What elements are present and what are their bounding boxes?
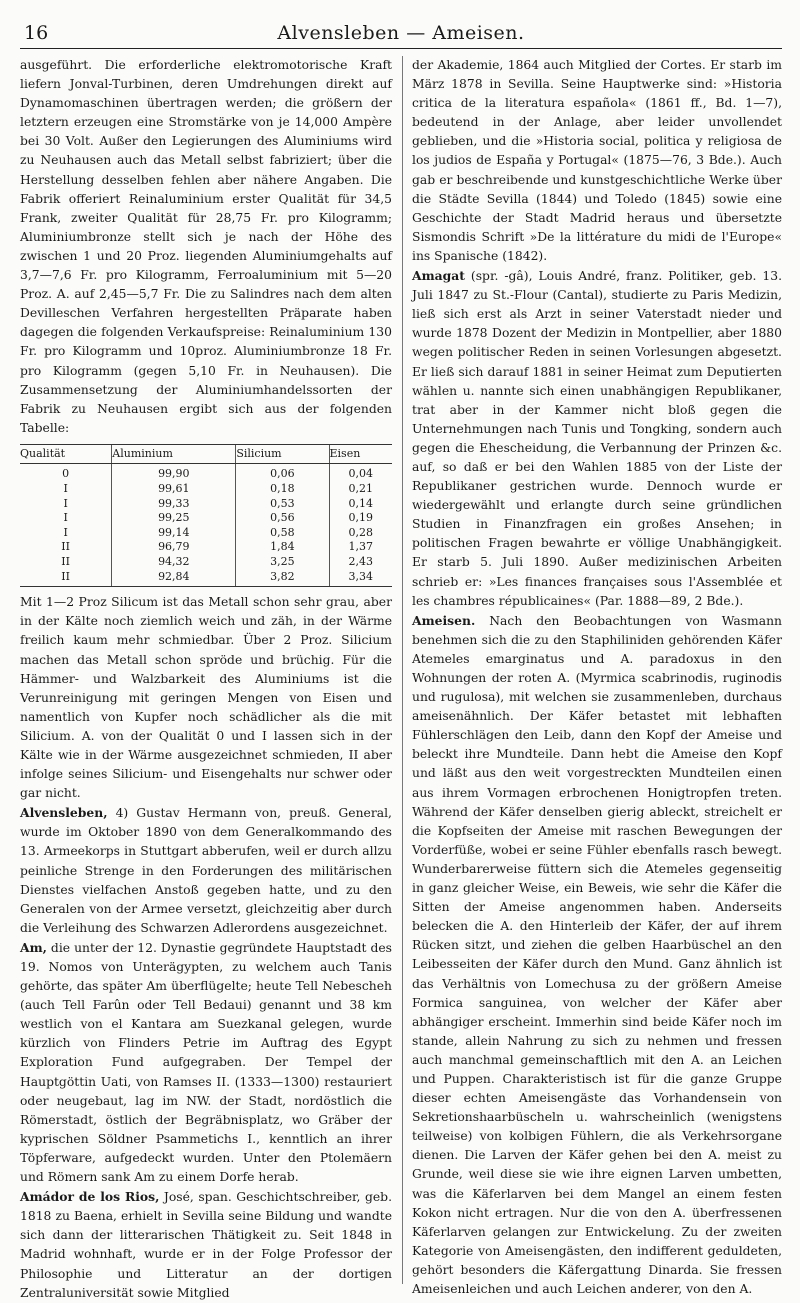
page-header <box>20 18 782 49</box>
table-row <box>20 464 392 482</box>
table-cell: I <box>63 496 68 510</box>
table-cell: 1,84 <box>236 540 329 555</box>
table-cell: 0,53 <box>236 497 329 512</box>
table-cell: 0,56 <box>236 511 329 526</box>
entry-headword: Amagat <box>412 268 465 284</box>
entry-alvensleben <box>20 803 392 938</box>
table-row <box>20 526 392 541</box>
silicium-paragraph: Mit 1—2 Proz Silicum ist das Metall schon sehr grau, aber in der Kälte noch ziemlich weich und zäh, in der Wärme freilich kaum mehr schmiedbar. Über 2 Proz. Silicium machen das Metall schon spröde und brüchig. Für die Hämmer- und Walzbarkeit des Aluminiums ist die Verunreinigung mit geringen Mengen von Eisen und namentlich von Kupfer noch schädlicher als die mit Silicium. A. von der Qualität 0 und I lassen sich in der Kälte wie in der Wärme ausgezeichnet schmieden, II aber infolge seines Silicium- und Eisengehalts nur schwer oder gar nicht. <box>20 595 392 801</box>
table-row <box>20 555 392 570</box>
table-row <box>20 570 392 587</box>
table-cell: 92,84 <box>112 570 236 587</box>
table-cell: 1,37 <box>329 540 392 555</box>
table-cell: 2,43 <box>329 555 392 570</box>
left-column <box>20 56 392 1303</box>
table-cell: I <box>63 525 68 539</box>
entry-headword: Amádor de los Rios, <box>20 1189 160 1205</box>
table-cell: 0,19 <box>329 511 392 526</box>
table-cell: 99,25 <box>112 511 236 526</box>
table-row <box>20 482 392 497</box>
table-cell: 3,82 <box>236 570 329 587</box>
table-cell: 0,58 <box>236 526 329 541</box>
table-cell: 0,21 <box>329 482 392 497</box>
page-number: 16 <box>24 22 49 44</box>
table-row <box>20 497 392 512</box>
table-cell: 99,61 <box>112 482 236 497</box>
table-cell: 99,14 <box>112 526 236 541</box>
table-cell: 0 <box>62 467 70 481</box>
table-cell: 99,90 <box>112 464 236 482</box>
entry-amagat <box>412 266 782 611</box>
table-cell: I <box>63 482 68 496</box>
entry-headword: Alvensleben, <box>20 805 108 821</box>
entry-ameisen <box>412 611 782 1299</box>
table-cell: II <box>20 570 112 587</box>
table-header-silicium: Silicium <box>236 444 329 464</box>
table-header-aluminium: Aluminium <box>112 444 236 464</box>
table-header-quality: Qualität <box>20 444 112 464</box>
entry-text: (spr. -gâ), Louis André, franz. Politiker, geb. 13. Juli 1847 zu St.-Flour (Cantal), studierte zu Paris Medizin, ließ sich erst als Arzt in seiner Vaterstadt nieder und wurde 1878 Dozent der Medizin in Montpellier, aber 1880 wegen politischer Reden in seinen Vorlesungen abgesetzt. Er ließ sich darauf 1881 in seiner Heimat zum Deputierten wählen u. nannte sich einen unabhängigen Republikaner, trat aber in der Kammer nicht bloß gegen die Unternehmungen nach Tunis und Tongking, sondern auch gegen die Ehescheidung, die Verbannung der Prinzen &c. auf, so daß er bei den Wahlen 1885 von der Liste der Republikaner gestrichen wurde. Dennoch wurde er wiedergewählt und erlangte durch seine gründlichen Studien in Finanzfragen ein großes Ansehen; in politischen Fragen bewahrte er völlige Unabhängigkeit. Er starb 5. Juli 1890. Außer medizinischen Arbeiten schrieb er: »Les finances françaises sous l'Assemblée et les chambres républicaines« (Par. 1888—89, 2 Bde.). <box>412 269 782 608</box>
table-cell: 0,04 <box>329 464 392 482</box>
table-row <box>20 511 392 526</box>
entry-text: 4) Gustav Hermann von, preuß. General, wurde im Oktober 1890 von dem Generalkommando des 13. Armeekorps in Stuttgart abberufen, weil er durch allzu peinliche Strenge in den Forderungen des militärischen Dienstes vielfachen Anstoß gegeben hatte, und zu den Generalen von der Armee versetzt, gleichzeitig aber durch die Verleihung des Schwarzen Adlerordens ausgezeichnet. <box>20 806 392 935</box>
table-header-iron: Eisen <box>329 444 392 464</box>
table-cell: II <box>61 555 70 569</box>
entry-amador-de-los-rios <box>20 1187 392 1303</box>
entry-text: Nach den Beobachtungen von Wasmann benehmen sich die zu den Staphiliniden gehörenden Käfer Atemeles emarginatus und A. paradoxus in den Wohnungen der roten A. (Myrmica scabrinodis, ruginodis und rugulosa), mit welchen sie zusammenleben, durchaus ameisenähnlich. Der Käfer betastet mit lebhaften Fühlerschlägen den Leib, dann den Kopf der Ameise und beleckt ihre Mundteile. Dann hebt die Ameise den Kopf und läßt aus den weit vorgestreckten Mundteilen einen aus ihrem Vormagen erbrochenen Honigtropfen treten. Während der Käfer denselben gierig ableckt, streichelt er die Kopfseiten der Ameise mit raschen Bewegungen der Vorderfüße, wobei er seine Fühler ebenfalls rasch bewegt. Wunderbarerweise füttern sich die Atemeles gegenseitig in ganz gleicher Weise, ein Beweis, wie sehr die Käfer die Sitten der Ameise angenommen haben. Anderseits belecken die A. den Hinterleib der Käfer, der auf ihrem Rücken sitzt, und ziehen die gelben Haarbüschel an den Leibesseiten der Käfer durch den Mund. Ganz ähnlich ist das Verhältnis von Lomechusa zu der größern Ameise Formica sanguinea, von welcher der Käfer aber abhängiger erscheint. Immerhin sind beide Käfer noch im stande, allein Nahrung zu sich zu nehmen und fressen auch manchmal gemeinschaftlich mit den A. an Leichen und Puppen. Charakteristisch ist für die ganze Gruppe dieser echten Ameisengäste das Vorhandensein von Sekretionshaarbüscheln u. wahrscheinlich (wenigstens teilweise) von kolbigen Fühlern, die als Verkehrsorgane dienen. Die Larven der Käfer gehen bei den A. meist zu Grunde, weil diese sie wie ihre eignen Larven umbetten, was die Käferlarven bei dem Mangel an einem festen Kokon nicht ertragen. Nur die von den A. überfressenen Käferlarven gelangen zur Entwickelung. Zu der zweiten Kategorie von Ameisengästen, den indifferent geduldeten, gehört besonders die Käfergattung Dinarda. Sie fressen Ameisenleichen und auch Leichen anderer, von den A. <box>412 613 782 1296</box>
table-cell: I <box>63 511 68 525</box>
table-cell: 3,34 <box>329 570 392 587</box>
table-row <box>20 540 392 555</box>
aluminium-entry-continued: ausgeführt. Die erforderliche elektromotorische Kraft liefern Jonval-Turbinen, deren Umdrehungen direkt auf Dynamomaschinen übertragen werden; die größern der letztern erzeugen eine Stromstärke von je 14,000 Ampère bei 30 Volt. Außer den Legierungen des Aluminiums wird zu Neuhausen auch das Metall selbst fabriziert; über die Herstellung desselben fehlen aber nähere Angaben. Die Fabrik offeriert Reinaluminium erster Qualität für 34,5 Frank, zweiter Qualität für 28,75 Fr. pro Kilogramm; Aluminiumbronze stellt sich je nach der Höhe des zwischen 1 und 20 Proz. liegenden Aluminiumgehalts auf 3,7—7,6 Fr. pro Kilogramm, Ferroaluminium mit 5—20 Proz. A. auf 2,45—5,7 Fr. Die zu Salindres nach dem alten Devilleschen Verfahren hergestellten Präparate haben dagegen die folgenden Verkaufspreise: Reinaluminium 130 Fr. pro Kilogramm und 10proz. Aluminiumbronze 18 Fr. pro Kilogramm (gegen 5,10 Fr. in Neuhausen). Die Zusammensetzung der Aluminiumhandelssorten der Fabrik zu Neuhausen ergibt sich aus der folgenden Tabelle: <box>20 58 392 435</box>
table-cell: 96,79 <box>112 540 236 555</box>
table-cell: 99,33 <box>112 497 236 512</box>
table-cell: 94,32 <box>112 555 236 570</box>
table-cell: 0,28 <box>329 526 392 541</box>
entry-text: die unter der 12. Dynastie gegründete Hauptstadt des 19. Nomos von Unterägypten, zu welchem auch Tanis gehörte, das später Am überflügelte; heute Tell Nebescheh (auch Tell Farûn oder Tell Bedaui) genannt und 38 km westlich von el Kantara am Suezkanal gelegen, wurde kürzlich von Flinders Petrie im Auftrag des Egypt Exploration Fund aufgegraben. Der Tempel der Hauptgöttin Uati, von Ramses II. (1333—1300) restauriert oder neugebaut, lag im NW. der Stadt, nordöstlich die Römerstadt, östlich der Begräbnisplatz, wo Gräber der kyprischen Söldner Psammetichs I., kenntlich an ihrer Töpferware, aufgedeckt wurden. Unter den Ptolemäern und Römern sank Am zu einem Dorfe herab. <box>20 940 392 1185</box>
dictionary-page <box>20 18 782 1300</box>
table-cell: 0,18 <box>236 482 329 497</box>
entry-am <box>20 938 392 1187</box>
entry-headword: Ameisen. <box>412 612 476 628</box>
right-column <box>412 56 782 1299</box>
entry-text: José, span. Geschichtschreiber, geb. 1818 zu Baena, erhielt in Sevilla seine Bildung und wandte sich dann der litterarischen Thätigkeit zu. Seit 1848 in Madrid wohnhaft, wurde er in der Folge Professor der Philosophie und Litteratur an der dortigen Zentraluniversität sowie Mitglied <box>20 1190 392 1300</box>
running-head: Alvensleben — Ameisen. <box>277 22 525 44</box>
aluminium-quality-table <box>20 444 392 587</box>
table-cell: 3,25 <box>236 555 329 570</box>
amador-entry-continued: der Akademie, 1864 auch Mitglied der Cortes. Er starb im März 1878 in Sevilla. Seine Hauptwerke sind: »Historia critica de la literatura española« (1861 ff., Bd. 1—7), bedeutend in der Anlage, aber leider unvollendet geblieben, und die »Historia social, politica y religiosa de los judios de España y Portugal« (1875—76, 3 Bde.). Auch gab er beschreibende und kunstgeschichtliche Werke über die Städte Sevilla (1844) und Toledo (1845) sowie eine Geschichte der Stadt Madrid heraus und übersetzte Sismondis Schrift »De la littérature du midi de l'Europe« ins Spanische (1842). <box>412 58 782 263</box>
column-divider <box>402 56 403 1284</box>
table-cell: II <box>61 540 70 554</box>
table-cell: 0,06 <box>236 464 329 482</box>
entry-headword: Am, <box>20 939 47 955</box>
table-cell: 0,14 <box>329 497 392 512</box>
